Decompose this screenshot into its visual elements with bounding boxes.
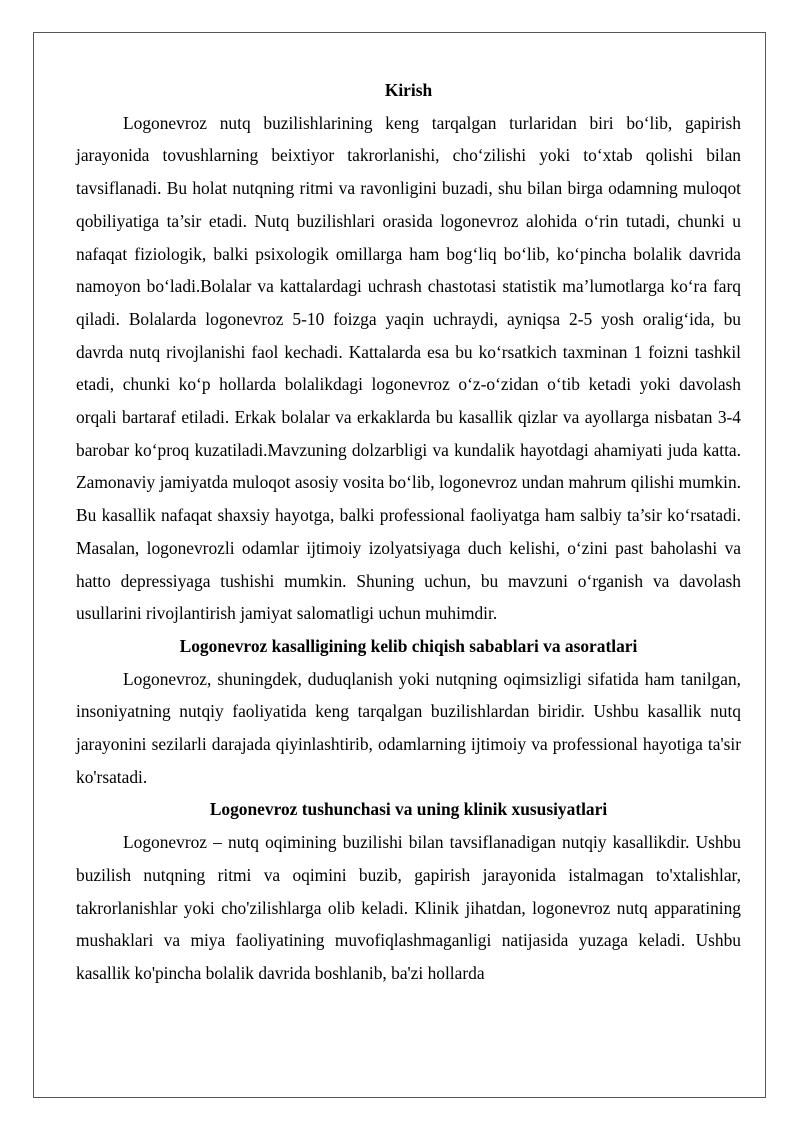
document-body [76,74,741,990]
section-heading-clinical-features: Logonevroz tushunchasi va uning klinik xususiyatlari [209,799,608,820]
introduction-paragraph: Logonevroz nutq buzilishlarining keng tarqalgan turlaridan biri bo‘lib, gapirish jarayonida tovushlarning beixtiyor takrorlanishi, cho‘zilishi yoki to‘xtab qolishi bilan tavsiflanadi. Bu holat nutqning ritmi va ravonligini buzadi, shu bilan birga odamning muloqot qobiliyatiga ta’sir etadi. Nutq buzilishlari orasida logonevroz alohida o‘rin tutadi, chunki u nafaqat fiziologik, balki psixologik omillarga ham bog‘liq bo‘lib, ko‘pincha bolalik davrida namoyon bo‘ladi.Bolalar va kattalardagi uchrash chastotasi statistik ma’lumotlarga ko‘ra farq qiladi. Bolalarda logonevroz 5-10 foizga yaqin uchraydi, ayniqsa 2-5 yosh oralig‘ida, bu davrda nutq rivojlanishi faol kechadi. Kattalarda esa bu ko‘rsatkich taxminan 1 foizni tashkil etadi, chunki ko‘p hollarda bolalikdagi logonevroz o‘z-o‘zidan o‘tib ketadi yoki davolash orqali bartaraf etiladi. Erkak bolalar va erkaklarda bu kasallik qizlar va ayollarga nisbatan 3-4 barobar ko‘proq kuzatiladi.Mavzuning dolzarbligi va kundalik hayotdagi ahamiyati juda katta. Zamonaviy jamiyatda muloqot asosiy vosita bo‘lib, logonevroz undan mahrum qilishi mumkin. Bu kasallik nafaqat shaxsiy hayotga, balki professional faoliyatga ham salbiy ta’sir ko‘rsatadi. Masalan, logonevrozli odamlar ijtimoiy izolyatsiyaga duch kelishi, o‘zini past baholashi va hatto depressiyaga tushishi mumkin. Shuning uchun, bu mavzuni o‘rganish va davolash usullarini rivojlantirish jamiyat salomatligi uchun muhimdir. [76,112,741,624]
causes-paragraph: Logonevroz, shuningdek, duduqlanish yoki nutqning oqimsizligi sifatida ham tanilgan, insoniyatning nutqiy faoliyatida keng tarqalgan buzilishlardan biridir. Ushbu kasallik nutq jarayonini sezilarli darajada qiyinlashtirib, odamlarning ijtimoiy va professional hayotiga ta'sir ko'rsatadi. [76,668,741,787]
section-heading-introduction: Kirish [384,80,433,100]
clinical-features-paragraph: Logonevroz – nutq oqimining buzilishi bilan tavsiflanadigan nutqiy kasallikdir. Ushbu buzilish nutqning ritmi va oqimini buzib, gapirish jarayonida istalmagan to'xtalishlar, takrorlanishlar yoki cho'zilishlarga olib keladi. Klinik jihatdan, logonevroz nutq apparatining mushaklari va miya faoliyatining muvofiqlashmaganligi natijasida yuzaga keladi. Ushbu kasallik ko'pincha bolalik davrida boshlanib, ba'zi hollarda [76,832,741,983]
section-heading-causes: Logonevroz kasalligining kelib chiqish sabablari va asoratlari [179,635,638,656]
